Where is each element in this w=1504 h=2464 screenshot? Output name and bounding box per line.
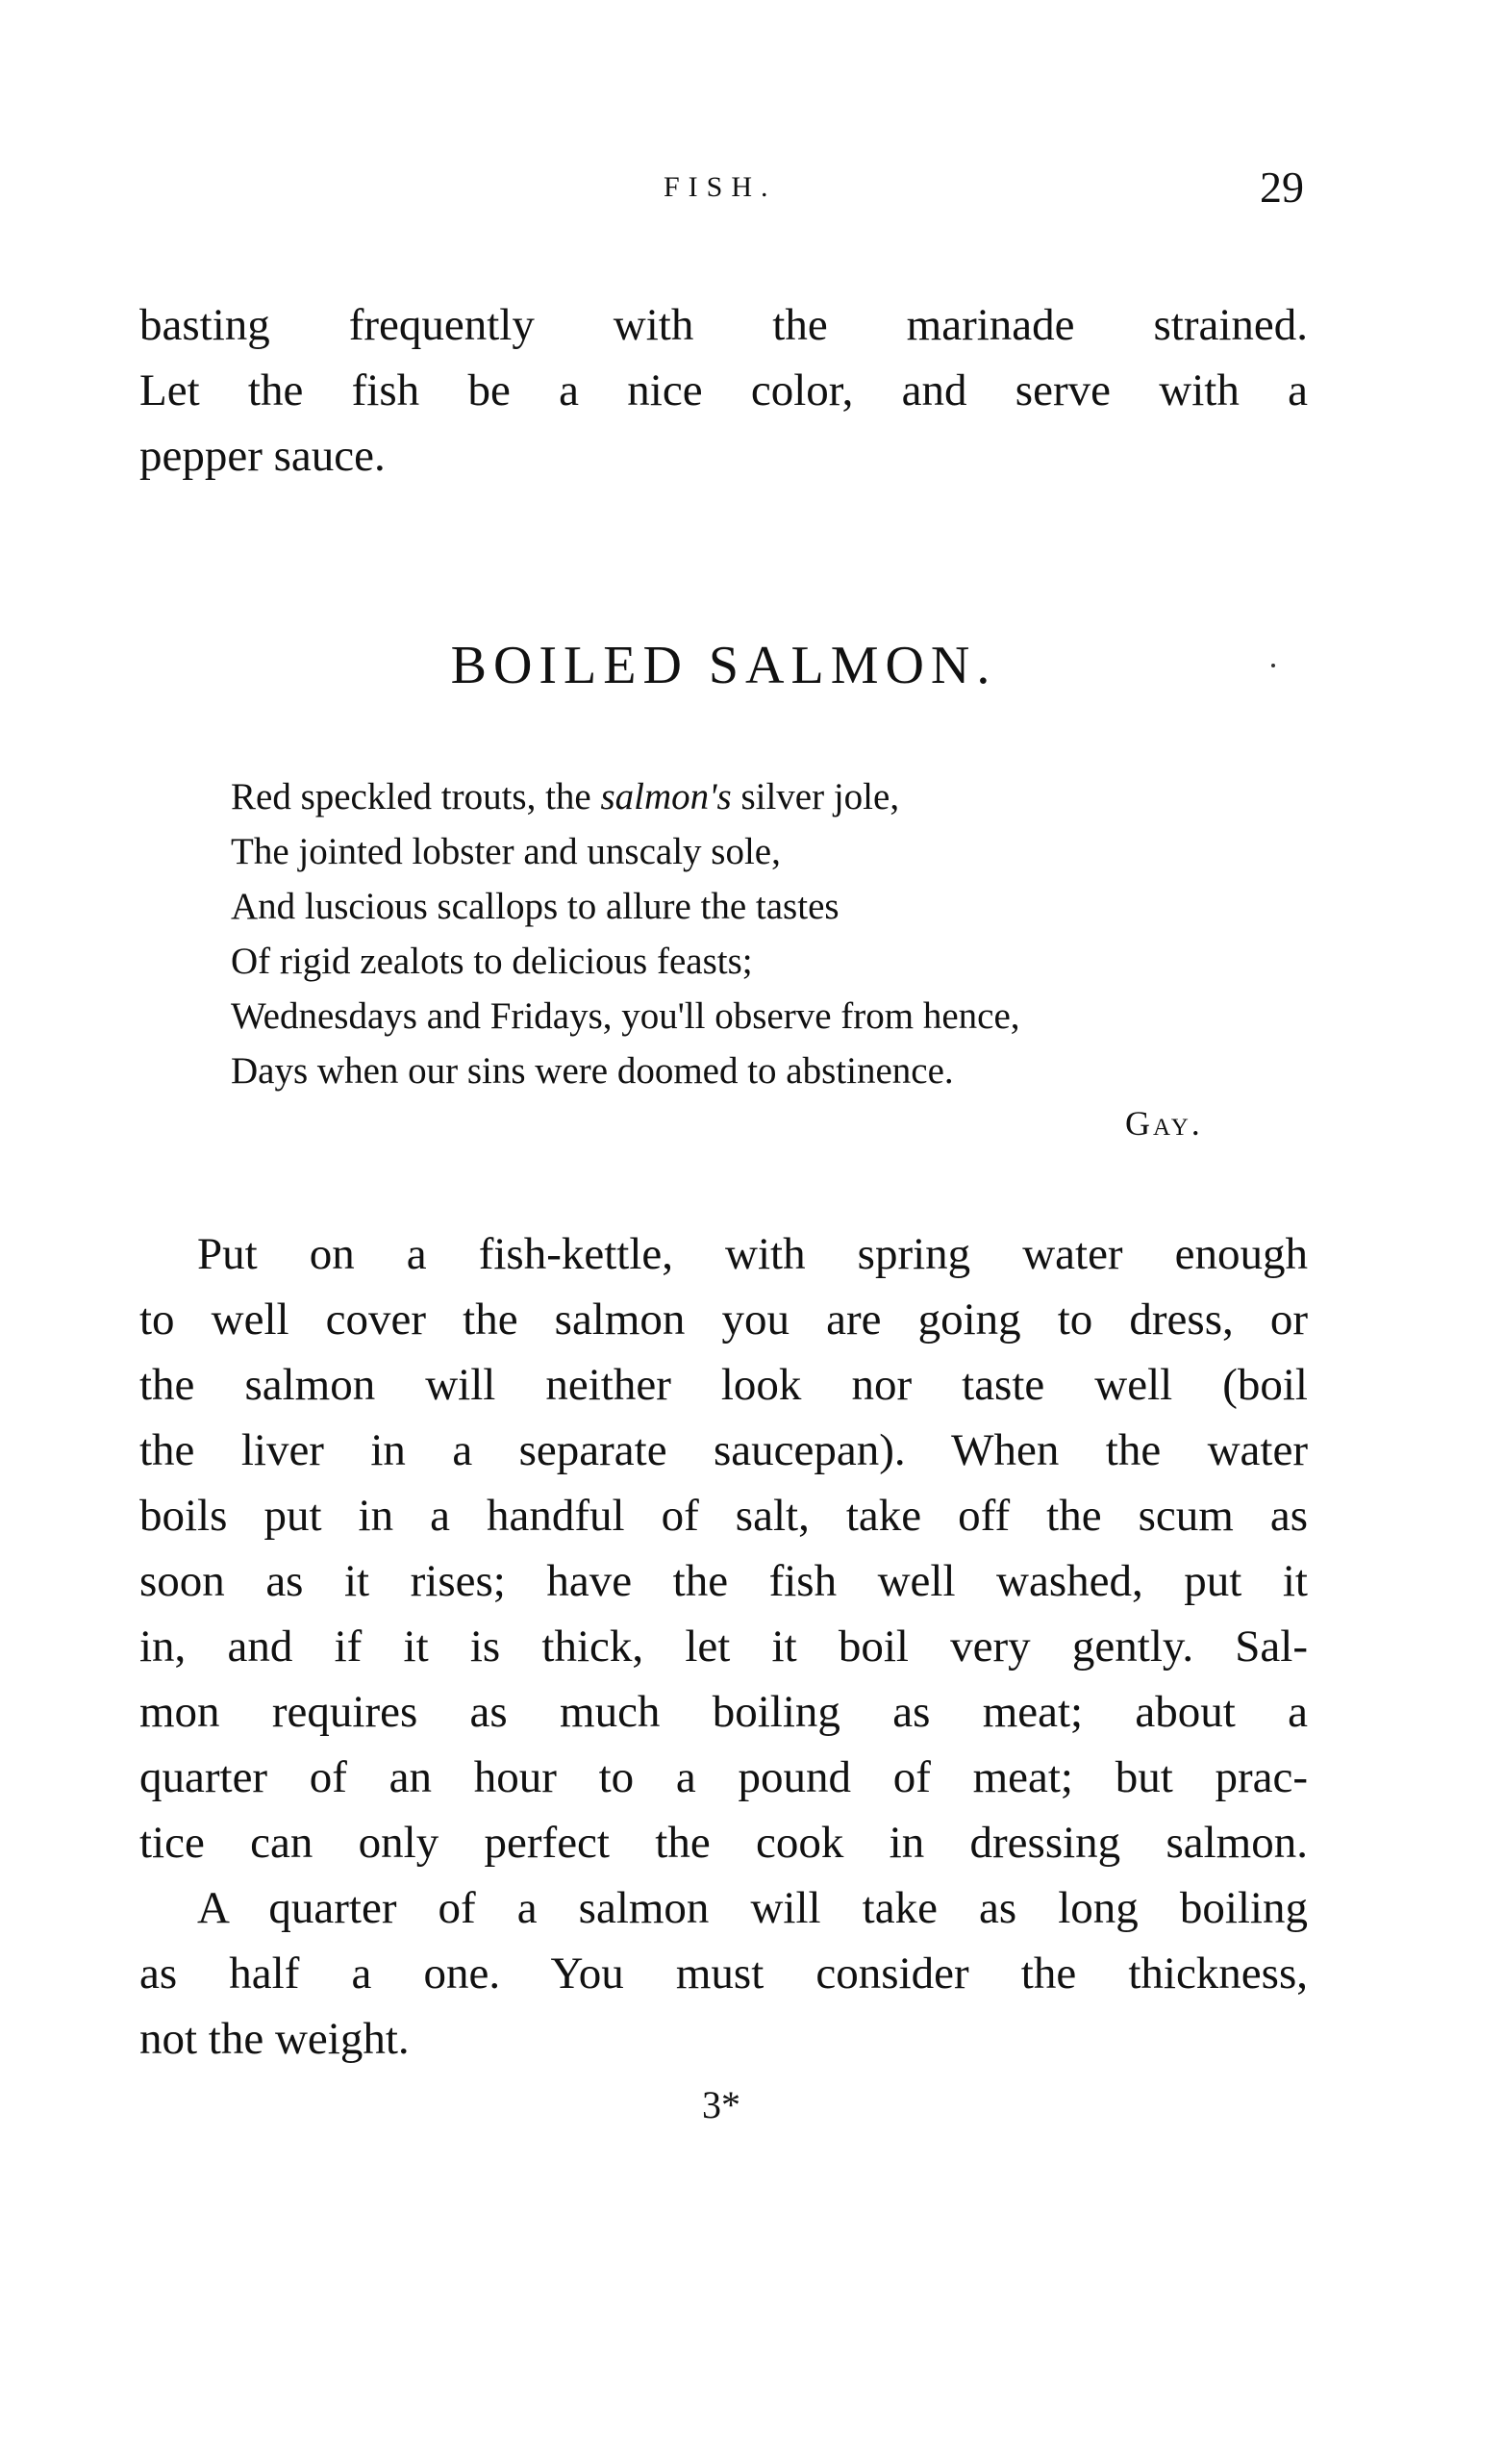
section-heading: BOILED SALMON. bbox=[450, 636, 997, 695]
verse-line: Wednesdays and Fridays, you'll observe from hence, bbox=[231, 995, 1020, 1037]
text-line: to well cover the salmon you are going to dress, or bbox=[139, 1295, 1308, 1345]
verse-line: Days when our sins were doomed to abstinence. bbox=[231, 1050, 954, 1092]
text-line: soon as it rises; have the fish well washed, put it bbox=[139, 1556, 1308, 1606]
text-line: the salmon will neither look nor taste well (boil bbox=[139, 1360, 1308, 1410]
verse-italic: salmon's bbox=[600, 776, 732, 817]
epigraph-verse bbox=[231, 769, 1219, 1098]
verse-line: The jointed lobster and unscaly sole, bbox=[231, 831, 781, 872]
text-line: Let the fish be a nice color, and serve with a bbox=[139, 365, 1308, 415]
verse-attribution: Gay. bbox=[1125, 1104, 1203, 1143]
running-head: FISH. bbox=[664, 171, 777, 203]
text-line: A quarter of a salmon will take as long boiling bbox=[197, 1883, 1308, 1933]
page-number: 29 bbox=[1260, 163, 1304, 212]
verse-text: silver jole, bbox=[731, 776, 900, 817]
verse-line bbox=[231, 769, 1219, 824]
verse-line: And luscious scallops to allure the tastes bbox=[231, 886, 840, 927]
text-line: in, and if it is thick, let it boil very gently. Sal- bbox=[139, 1622, 1308, 1672]
text-line: the liver in a separate saucepan). When the water bbox=[139, 1425, 1308, 1475]
body-paragraph-1 bbox=[139, 1221, 1308, 2072]
text-line: not the weight. bbox=[139, 2014, 410, 2064]
stray-mark bbox=[1271, 664, 1275, 667]
continuation-paragraph bbox=[139, 292, 1308, 489]
text-line: pepper sauce. bbox=[139, 431, 386, 481]
text-line: mon requires as much boiling as meat; about a bbox=[139, 1687, 1308, 1737]
verse-line: Of rigid zealots to delicious feasts; bbox=[231, 941, 753, 982]
text-line: quarter of an hour to a pound of meat; but prac- bbox=[139, 1752, 1308, 1802]
text-line: boils put in a handful of salt, take off the scum as bbox=[139, 1491, 1308, 1541]
text-line: basting frequently with the marinade strained. bbox=[139, 300, 1308, 350]
verse-text: Red speckled trouts, the bbox=[231, 776, 601, 817]
text-line: Put on a fish-kettle, with spring water enough bbox=[197, 1229, 1308, 1279]
signature-mark: 3* bbox=[702, 2083, 740, 2126]
text-line: as half a one. You must consider the thickness, bbox=[139, 1949, 1308, 1999]
text-line: tice can only perfect the cook in dressing salmon. bbox=[139, 1818, 1308, 1868]
